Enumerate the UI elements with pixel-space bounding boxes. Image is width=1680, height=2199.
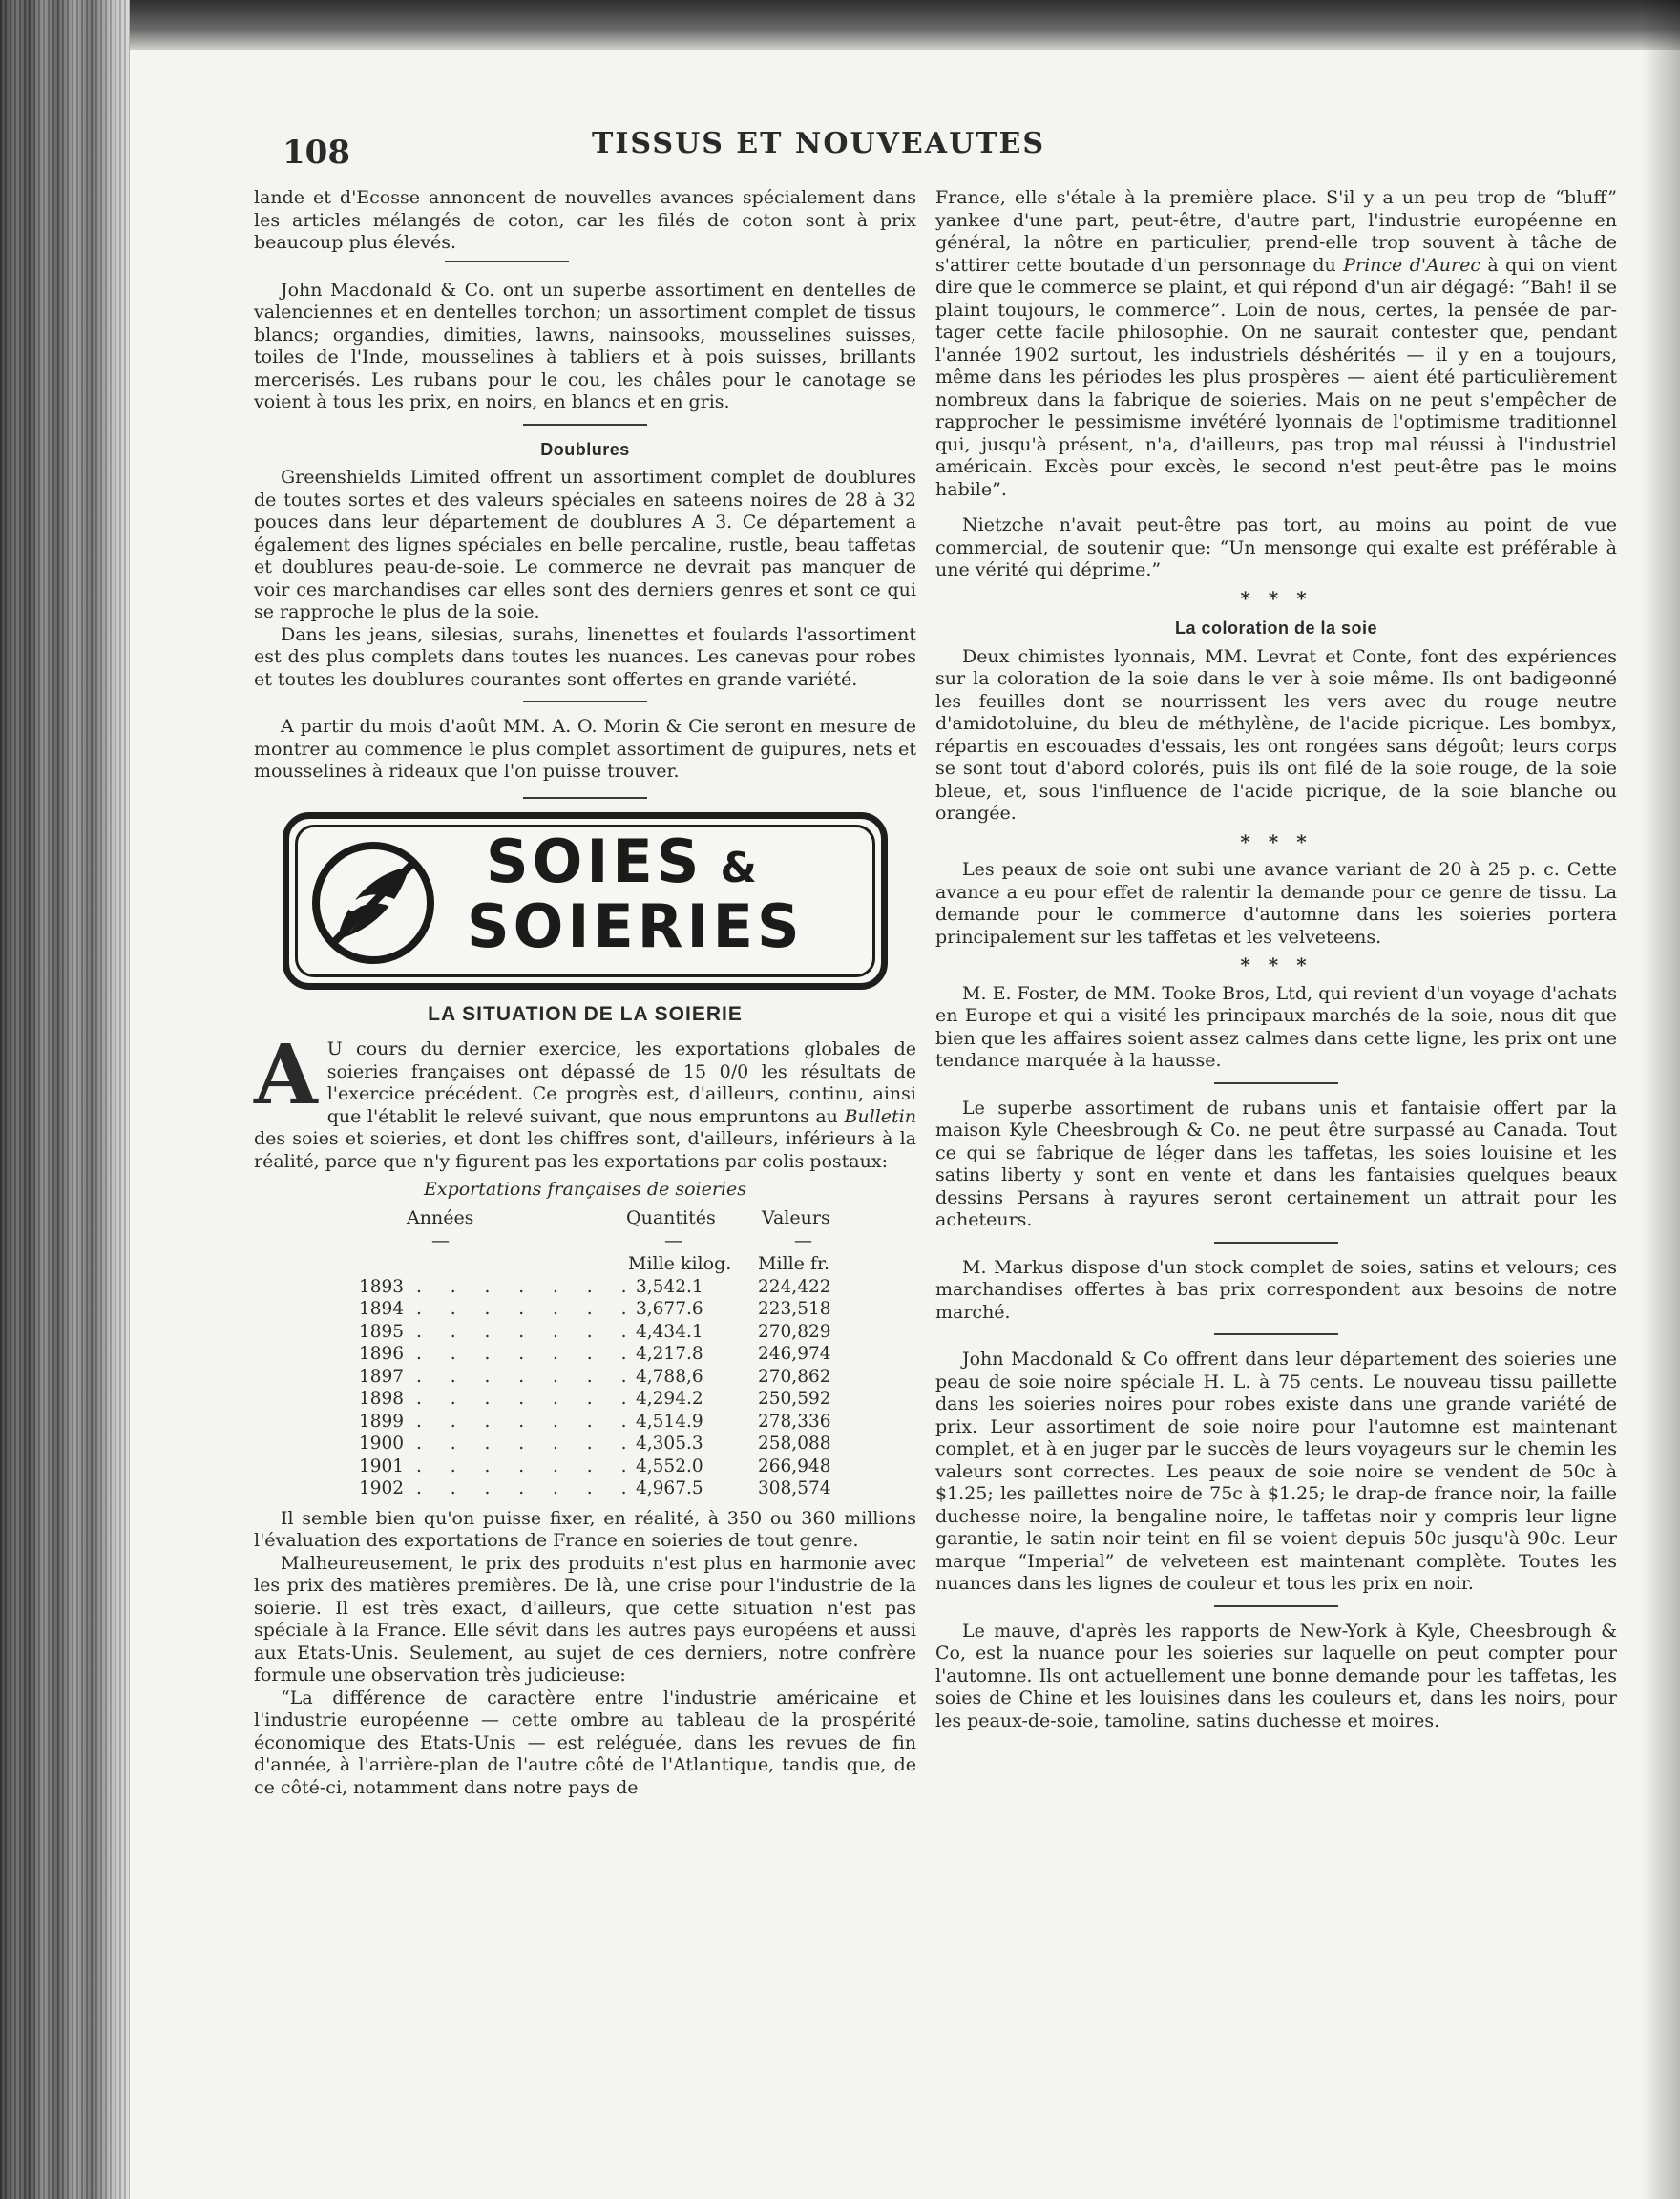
left-column [254, 187, 916, 1799]
paragraph-text: France, elle s'étale à la première place. S'il y a un peu trop de “bluff” yankee d'une part, peut-être, d'autre part, l'industrie européenne en général, la nôtre en particulier, prend-elle trop souvent à tâche de s'attirer cette boutade d'un personnage du [935, 187, 1617, 276]
paragraph: A partir du mois d'août MM. A. O. Morin & Cie seront en mesure de montrer au commence le plus complet assortiment de guipures, nets et mousselines à rideaux que l'on puisse trouver. [254, 716, 916, 782]
leader-dots: . . . . . . . [416, 1299, 639, 1319]
drop-cap: A [254, 1027, 318, 1123]
exports-table [254, 1207, 916, 1500]
paragraph: John Macdonald & Co. ont un superbe assortiment en dentelles de valenciennes et en dentelles torchon; un assortiment complet de tissus blancs; organdies, dimities, lawns, nainsooks, mousselines suisses, toiles de l'Inde, mousselines à tabliers et à pois suisses, brillants mercerisés. Les rubans pour le cou, les châles pour le canotage se voient à tous les prix, en noirs, en blancs et en gris. [254, 279, 916, 412]
table-row [254, 1298, 916, 1321]
table-cell-year: 1894 [359, 1299, 405, 1319]
table-cell-quantity: 4,788,6 [636, 1366, 704, 1387]
unit-value: Mille fr. [758, 1252, 830, 1274]
table-row [254, 1276, 916, 1299]
separator-rule [1214, 1605, 1338, 1607]
paragraph: Le mauve, d'après les rapports de New-York à Kyle, Cheesbrough & Co, est la nuance pour les soieries sur laquelle on peut compter pour l'automne. Ils ont actuellement une bonne demande pour les taffetas, les soies de Chine et les louisines dans les couleurs et, dans les noirs, pour les peaux-de-soie, tamoline, satins duchesse et moires. [935, 1620, 1617, 1731]
paragraph: Il semble bien qu'on puisse fixer, en réalité, à 350 ou 360 millions l'évaluation des exportations de France en soieries de tout genre. [254, 1507, 916, 1551]
column-header-values: Valeurs [762, 1206, 830, 1228]
separator-rule [523, 424, 647, 426]
table-cell-value: 250,592 [758, 1389, 831, 1409]
leader-dots: . . . . . . . [416, 1366, 639, 1387]
leader-dots: . . . . . . . [416, 1389, 639, 1409]
separator-rule [445, 261, 569, 262]
table-cell-quantity: 4,305.3 [636, 1434, 704, 1454]
separator-rule [523, 797, 647, 799]
table-cell-year: 1896 [359, 1344, 405, 1364]
table-cell-year: 1901 [359, 1456, 405, 1476]
header-dashes [254, 1230, 916, 1251]
table-cell-year: 1893 [359, 1276, 405, 1297]
paragraph [935, 187, 1617, 501]
leader-dots: . . . . . . . [416, 1456, 639, 1476]
paragraph: Deux chimistes lyonnais, MM. Levrat et Conte, font des expériences sur la coloration de la soie dans le ver à soie même. Ils ont badigeonné les feuilles dont se nourrissent les vers avec du rouge neutre d'amidotoluine, du bleu de méthylène, de l'acide picrique. Les bombyx, répartis en escouades d'essais, les ont rongées sans dégoût; leurs corps se sont tout d'abord colorés, puis ils ont filé de la soie rouge, de la soie bleue, et, sous l'influence de l'acide picrique, de la soie blanche ou orangée. [935, 645, 1617, 824]
table-units [254, 1251, 916, 1276]
paragraph: Malheureusement, le prix des produits n'est plus en harmonie avec les prix des matières premières. De là, une crise pour l'industrie de la soierie. Il est très exact, d'ailleurs, que cette situation n'est pas spéciale à la France. Elle sévit dans les autres pays européens et aussi aux Etats-Unis. Seulement, au sujet de ces derniers, notre confrère formule une observation très judicieuse: [254, 1552, 916, 1686]
table-cell-value: 308,574 [758, 1478, 831, 1498]
paragraph: Les peaux de soie ont subi une avance variant de 20 à 25 p. c. Cette avance a eu pour effet de ralentir la demande pour ce genre de tissu. La demande pour le commerce d'automne dans les soieries portera principalement sur les taffetas et les velveteens. [935, 859, 1617, 948]
table-cell-value: 224,422 [758, 1276, 831, 1297]
section-stars: * * * [1240, 829, 1312, 853]
banner-word-soies: SOIES [486, 826, 704, 896]
section-heading-coloration: La coloration de la soie [1174, 618, 1378, 638]
table-cell-value: 246,974 [758, 1344, 831, 1364]
section-heading-situation: LA SITUATION DE LA SOIERIE [428, 1002, 743, 1025]
silkworm-leaf-icon [310, 840, 436, 966]
paragraph-text: des soies et soieries, et dont les chiffres sont, d'ailleurs, inférieurs à la réalité, parce que n'y figurent pas les exportations par colis postaux: [254, 1128, 916, 1172]
table-row [254, 1343, 916, 1366]
leader-dots: . . . . . . . [416, 1276, 639, 1297]
paragraph: Nietzche n'avait peut-être pas tort, au moins au point de vue commercial, de soutenir que: “Un mensonge qui exalte est préférable à une vérité qui déprime.” [935, 514, 1617, 580]
separator-rule [523, 701, 647, 702]
italic-title: Bulletin [844, 1105, 916, 1127]
dash: — [431, 1229, 450, 1251]
separator-rule [1214, 1242, 1338, 1244]
paragraph: M. Markus dispose d'un stock complet de soies, satins et velours; ces marchandises offertes à bas prix correspondent aux besoins de notre marché. [935, 1256, 1617, 1323]
table-header [254, 1207, 916, 1230]
leader-dots: . . . . . . . [416, 1344, 639, 1364]
table-cell-year: 1897 [359, 1366, 405, 1387]
table-cell-quantity: 4,967.5 [636, 1478, 704, 1498]
table-cell-year: 1899 [359, 1411, 405, 1432]
leader-dots: . . . . . . . [416, 1321, 639, 1342]
paragraph-dropcap [254, 1027, 916, 1173]
spacer [935, 501, 1617, 514]
column-header-quantities: Quantités [626, 1206, 716, 1228]
paragraph: Dans les jeans, silesias, surahs, linenettes et foulards l'assortiment est des plus complets dans toutes les nuances. Les canevas pour robes et toutes les doublures courantes sont offertes en grande variété. [254, 623, 916, 690]
scan-right-shadow [1642, 0, 1680, 2199]
leader-dots: . . . . . . . [416, 1434, 639, 1454]
running-title: TISSUS ET NOUVEAUTES [592, 127, 1046, 160]
section-stars: * * * [1240, 953, 1312, 976]
paragraph: John Macdonald & Co offrent dans leur département des soieries une peau de soie noire spéciale H. L. à 75 cents. Le nouveau tissu paillette dans les soieries noires pour robes existe dans une grande variété de prix. Leur assortiment de soie noire pour l'automne est maintenant complet, et à en juger par le succès de leurs voyageurs sur le chemin les valeurs sont correctes. Les peaux de soie noire se vendent de 50c à $1.25; les paillettes noire de 75c à $1.25; le drap-de france noir, la faille duchesse noire, la bengaline noire, le taffetas noir y compris leur ligne garantie, le satin noir teint en fil se voient depuis 50c jusqu'à 90c. Leur marque “Imperial” de velveteen est maintenant complète. Toutes les nuances dans les lignes de couleur et tous les prix en noir. [935, 1349, 1617, 1594]
book-binding-edge [0, 0, 130, 2199]
leader-dots: . . . . . . . [416, 1478, 639, 1498]
dash: — [794, 1229, 812, 1251]
table-cell-year: 1900 [359, 1434, 405, 1454]
banner-ampersand: & [720, 843, 761, 892]
table-cell-value: 278,336 [758, 1411, 831, 1432]
paragraph: Greenshields Limited offrent un assortiment complet de doublures de toutes sortes et des valeurs spéciales en sateens noires de 28 à 32 pouces dans leur département de doublures A 3. Ce département a également des lignes spéciales en belle percaline, rustle, beau taffetas et doublures peau-de-soie. Le commerce ne devrait pas manquer de voir ces marchandises car elles sont des derniers genres et sont ce qui se rapproche le plus de la soie. [254, 467, 916, 622]
table-body [254, 1276, 916, 1500]
table-row [254, 1456, 916, 1478]
page-number: 108 [283, 134, 350, 172]
table-cell-value: 270,862 [758, 1366, 831, 1387]
table-row [254, 1366, 916, 1389]
table-cell-value: 258,088 [758, 1434, 831, 1454]
paragraph: M. E. Foster, de MM. Tooke Bros, Ltd, qui revient d'un voyage d'achats en Europe et qui a visité les principaux marchés de la soie, nous dit que bien que les affaires soient assez calmes dans cette ligne, les prix ont une tendance marquée à la hausse. [935, 982, 1617, 1071]
table-row [254, 1321, 916, 1344]
paragraph-text: à qui on vient dire que le commerce se plaint, et qui répond d'un air dégagé: “Bah! il se plaint toujours, le commerce”. Loin de nous, certes, la pensée de partager cette facile philosophie. On ne saurait contester que, pendant l'année 1902 surtout, les industriels déshérités — il y en a toujours, même dans les périodes les plus prospères — aient été particulièrement nombreux dans la fabrique de soieries. Mais on ne peut s'empêcher de rapprocher le pessimisme invétéré lyonnais de l'optimisme traditionnel qui, jusqu'à présent, n'a, d'ailleurs, pas trop mal réussi à l'industriel américain. Excès pour excès, le second n'est peut-être pas le moins habile”. [935, 254, 1618, 500]
table-cell-quantity: 4,294.2 [636, 1389, 704, 1409]
dash: — [664, 1229, 682, 1251]
italic-title: Prince d'Aurec [1343, 254, 1480, 276]
table-cell-value: 266,948 [758, 1456, 831, 1476]
paragraph: lande et d'Ecosse annoncent de nouvelles avances spécialement dans les articles mélangés de coton, car les filés de coton sont à prix beaucoup plus élevés. [254, 187, 916, 253]
table-cell-year: 1895 [359, 1321, 405, 1342]
table-cell-quantity: 3,677.6 [636, 1299, 704, 1319]
banner-word-soieries: SOIERIES [467, 890, 804, 961]
table-title: Exportations françaises de soieries [423, 1179, 747, 1200]
section-heading-doublures: Doublures [540, 439, 630, 459]
column-header-years: Années [407, 1206, 474, 1228]
table-cell-quantity: 4,514.9 [636, 1411, 704, 1432]
unit-quantity: Mille kilog. [628, 1252, 732, 1274]
paragraph: “La différence de caractère entre l'industrie américaine et l'industrie européenne — cette ombre au tableau de la prospérité économique des Etats-Unis — est reléguée, dans les revues de fin d'année, à l'arrière-plan de l'autre côté de l'Atlantique, tandis que, de ce côté-ci, notamment dans notre pays de [254, 1686, 916, 1798]
leader-dots: . . . . . . . [416, 1411, 639, 1432]
separator-rule [1214, 1333, 1338, 1335]
section-stars: * * * [1240, 586, 1312, 610]
table-row [254, 1388, 916, 1411]
banner-lettering [467, 826, 868, 961]
right-column [935, 187, 1617, 1732]
table-cell-value: 270,829 [758, 1321, 831, 1342]
paragraph-text: U cours du dernier exercice, les exportations globales de soieries françaises ont dépassé de 15 0/0 les résultats de l'exercice précédent. Ce progrès est, d'ailleurs, continu, ainsi que l'établit le relevé suivant, que nous empruntons au [326, 1038, 916, 1127]
table-row [254, 1477, 916, 1500]
table-row [254, 1411, 916, 1434]
table-cell-year: 1898 [359, 1389, 405, 1409]
soies-soieries-banner [283, 812, 888, 990]
table-cell-quantity: 4,434.1 [636, 1321, 704, 1342]
table-row [254, 1433, 916, 1456]
scan-top-edge [130, 0, 1680, 50]
paragraph: Le superbe assortiment de rubans unis et fantaisie offert par la maison Kyle Cheesbrough & Co. ne peut être surpassé au Canada. Tout ce qui se fabrique de léger dans les taffetas, les soies louisine et les satins liberty y sont en vente et dans les fantaisies quelques beaux dessins Persans à rayures seront certainement un attrait pour les acheteurs. [935, 1097, 1617, 1230]
table-cell-value: 223,518 [758, 1299, 831, 1319]
table-cell-quantity: 3,542.1 [636, 1276, 704, 1297]
table-cell-year: 1902 [359, 1478, 405, 1498]
separator-rule [1214, 1082, 1338, 1084]
table-cell-quantity: 4,217.8 [636, 1344, 704, 1364]
table-cell-quantity: 4,552.0 [636, 1456, 704, 1476]
